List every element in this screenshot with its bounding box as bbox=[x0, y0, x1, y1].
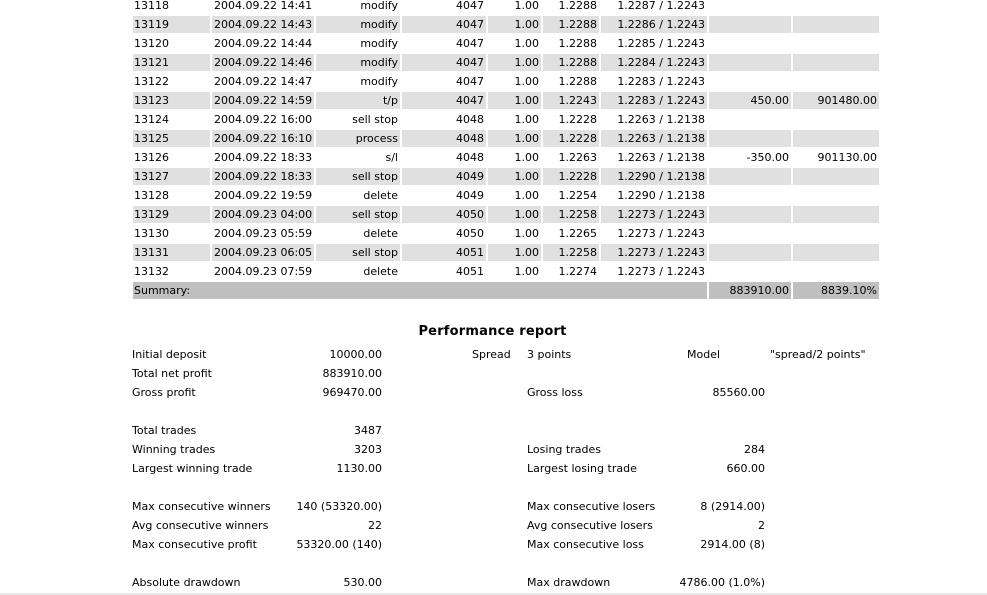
cell-id: 13120 bbox=[133, 35, 210, 54]
cell-id: 13126 bbox=[133, 149, 210, 168]
max-drawdown-label: Max drawdown bbox=[527, 576, 611, 589]
cell-balance bbox=[793, 225, 879, 244]
total-trades-value: 3487 bbox=[354, 424, 382, 437]
cell-id: 13132 bbox=[133, 263, 210, 282]
cell-profit bbox=[709, 187, 791, 206]
cell-profit: -350.00 bbox=[709, 149, 791, 168]
avg-consecutive-winners-label: Avg consecutive winners bbox=[132, 519, 269, 532]
losing-trades-label: Losing trades bbox=[527, 443, 601, 456]
max-consecutive-loss-value: 2914.00 (8) bbox=[700, 538, 765, 551]
absolute-drawdown-value: 530.00 bbox=[343, 576, 382, 589]
cell-id: 13130 bbox=[133, 225, 210, 244]
cell-lots: 1.00 bbox=[488, 149, 541, 168]
table-row bbox=[133, 206, 879, 225]
cell-lots: 1.00 bbox=[488, 263, 541, 282]
cell-price: 1.2258 bbox=[543, 244, 599, 263]
largest-losing-trade-value: 660.00 bbox=[726, 462, 765, 475]
table-row bbox=[133, 16, 879, 35]
report-title: Performance report bbox=[418, 324, 567, 339]
table-row bbox=[133, 244, 879, 263]
cell-lots: 1.00 bbox=[488, 73, 541, 92]
initial-deposit-value: 10000.00 bbox=[329, 348, 382, 361]
cell-time: 2004.09.23 07:59 bbox=[212, 263, 314, 282]
summary-label: Summary: bbox=[133, 282, 707, 301]
cell-lots: 1.00 bbox=[488, 92, 541, 111]
cell-balance bbox=[793, 130, 879, 149]
winning-trades-label: Winning trades bbox=[132, 443, 216, 456]
cell-balance bbox=[793, 16, 879, 35]
cell-order: 4047 bbox=[402, 73, 486, 92]
largest-losing-trade-label: Largest losing trade bbox=[527, 462, 637, 475]
table-row bbox=[133, 54, 879, 73]
cell-balance bbox=[793, 263, 879, 282]
summary-percent: 8839.10% bbox=[793, 282, 879, 301]
table-row bbox=[133, 263, 879, 282]
max-consecutive-losers-label: Max consecutive losers bbox=[527, 500, 656, 513]
cell-time: 2004.09.23 04:00 bbox=[212, 206, 314, 225]
cell-sltp: 1.2263 / 1.2138 bbox=[601, 111, 707, 130]
cell-order: 4051 bbox=[402, 263, 486, 282]
cell-profit bbox=[709, 16, 791, 35]
cell-id: 13124 bbox=[133, 111, 210, 130]
table-row bbox=[133, 73, 879, 92]
gross-profit-value: 969470.00 bbox=[322, 386, 382, 399]
cell-profit bbox=[709, 130, 791, 149]
table-row bbox=[133, 168, 879, 187]
largest-winning-trade-label: Largest winning trade bbox=[132, 462, 253, 475]
cell-type: modify bbox=[316, 16, 400, 35]
cell-lots: 1.00 bbox=[488, 206, 541, 225]
losing-trades-value: 284 bbox=[744, 443, 765, 456]
cell-lots: 1.00 bbox=[488, 35, 541, 54]
cell-balance bbox=[793, 244, 879, 263]
table-row bbox=[133, 111, 879, 130]
largest-winning-trade-value: 1130.00 bbox=[336, 462, 382, 475]
cell-price: 1.2288 bbox=[543, 16, 599, 35]
cell-type: modify bbox=[316, 35, 400, 54]
cell-order: 4049 bbox=[402, 168, 486, 187]
cell-type: modify bbox=[316, 73, 400, 92]
cell-time: 2004.09.22 19:59 bbox=[212, 187, 314, 206]
gross-profit-label: Gross profit bbox=[132, 386, 196, 399]
cell-lots: 1.00 bbox=[488, 187, 541, 206]
cell-type: sell stop bbox=[316, 111, 400, 130]
table-row bbox=[133, 92, 879, 111]
winning-trades-value: 3203 bbox=[354, 443, 382, 456]
cell-profit bbox=[709, 244, 791, 263]
cell-price: 1.2288 bbox=[543, 0, 599, 16]
cell-id: 13122 bbox=[133, 73, 210, 92]
max-consecutive-profit-value: 53320.00 (140) bbox=[296, 538, 382, 551]
max-consecutive-loss-label: Max consecutive loss bbox=[527, 538, 644, 551]
cell-lots: 1.00 bbox=[488, 244, 541, 263]
cell-balance: 901130.00 bbox=[793, 149, 879, 168]
trades-body bbox=[133, 0, 879, 282]
cell-id: 13125 bbox=[133, 130, 210, 149]
cell-type: delete bbox=[316, 225, 400, 244]
table-row bbox=[133, 187, 879, 206]
cell-time: 2004.09.22 14:59 bbox=[212, 92, 314, 111]
spread-value: 3 points bbox=[527, 348, 572, 361]
cell-order: 4050 bbox=[402, 225, 486, 244]
cell-sltp: 1.2290 / 1.2138 bbox=[601, 187, 707, 206]
cell-profit bbox=[709, 263, 791, 282]
cell-sltp: 1.2273 / 1.2243 bbox=[601, 263, 707, 282]
cell-profit bbox=[709, 54, 791, 73]
cell-time: 2004.09.23 05:59 bbox=[212, 225, 314, 244]
cell-time: 2004.09.22 14:46 bbox=[212, 54, 314, 73]
cell-price: 1.2263 bbox=[543, 149, 599, 168]
cell-time: 2004.09.23 06:05 bbox=[212, 244, 314, 263]
cell-balance bbox=[793, 168, 879, 187]
cell-lots: 1.00 bbox=[488, 130, 541, 149]
summary-row bbox=[133, 282, 879, 301]
cell-sltp: 1.2286 / 1.2243 bbox=[601, 16, 707, 35]
cell-type: process bbox=[316, 130, 400, 149]
total-net-profit-label: Total net profit bbox=[132, 367, 212, 380]
cell-price: 1.2258 bbox=[543, 206, 599, 225]
cell-order: 4048 bbox=[402, 149, 486, 168]
cell-lots: 1.00 bbox=[488, 111, 541, 130]
max-drawdown-value: 4786.00 (1.0%) bbox=[679, 576, 765, 589]
cell-lots: 1.00 bbox=[488, 0, 541, 16]
total-trades-label: Total trades bbox=[132, 424, 197, 437]
cell-id: 13127 bbox=[133, 168, 210, 187]
cell-time: 2004.09.22 14:41 bbox=[212, 0, 314, 16]
cell-type: modify bbox=[316, 54, 400, 73]
max-consecutive-winners-value: 140 (53320.00) bbox=[296, 500, 382, 513]
cell-id: 13121 bbox=[133, 54, 210, 73]
cell-balance bbox=[793, 187, 879, 206]
cell-sltp: 1.2263 / 1.2138 bbox=[601, 149, 707, 168]
avg-consecutive-losers-value: 2 bbox=[758, 519, 765, 532]
cell-sltp: 1.2273 / 1.2243 bbox=[601, 244, 707, 263]
cell-profit: 450.00 bbox=[709, 92, 791, 111]
cell-balance: 901480.00 bbox=[793, 92, 879, 111]
cell-type: sell stop bbox=[316, 168, 400, 187]
cell-id: 13118 bbox=[133, 0, 210, 16]
cell-balance bbox=[793, 0, 879, 16]
cell-id: 13131 bbox=[133, 244, 210, 263]
table-row bbox=[133, 225, 879, 244]
cell-profit bbox=[709, 35, 791, 54]
cell-type: delete bbox=[316, 263, 400, 282]
cell-price: 1.2254 bbox=[543, 187, 599, 206]
cell-id: 13119 bbox=[133, 16, 210, 35]
cell-order: 4047 bbox=[402, 35, 486, 54]
cell-order: 4047 bbox=[402, 0, 486, 16]
table-row bbox=[133, 149, 879, 168]
initial-deposit-label: Initial deposit bbox=[132, 348, 207, 361]
cell-price: 1.2288 bbox=[543, 54, 599, 73]
cell-sltp: 1.2285 / 1.2243 bbox=[601, 35, 707, 54]
cell-price: 1.2228 bbox=[543, 111, 599, 130]
cell-time: 2004.09.22 14:43 bbox=[212, 16, 314, 35]
gross-loss-label: Gross loss bbox=[527, 386, 583, 399]
cell-balance bbox=[793, 111, 879, 130]
cell-price: 1.2288 bbox=[543, 73, 599, 92]
cell-sltp: 1.2273 / 1.2243 bbox=[601, 206, 707, 225]
table-row bbox=[133, 35, 879, 54]
cell-profit bbox=[709, 168, 791, 187]
avg-consecutive-winners-value: 22 bbox=[368, 519, 382, 532]
spread-label: Spread bbox=[472, 348, 511, 361]
cell-type: delete bbox=[316, 187, 400, 206]
cell-type: modify bbox=[316, 0, 400, 16]
cell-sltp: 1.2273 / 1.2243 bbox=[601, 225, 707, 244]
cell-time: 2004.09.22 16:00 bbox=[212, 111, 314, 130]
trades-table bbox=[131, 0, 881, 301]
cell-balance bbox=[793, 73, 879, 92]
cell-profit bbox=[709, 206, 791, 225]
total-net-profit-value: 883910.00 bbox=[322, 367, 382, 380]
max-consecutive-winners-label: Max consecutive winners bbox=[132, 500, 271, 513]
cell-time: 2004.09.22 18:33 bbox=[212, 149, 314, 168]
cell-sltp: 1.2263 / 1.2138 bbox=[601, 130, 707, 149]
gross-loss-value: 85560.00 bbox=[712, 386, 765, 399]
cell-profit bbox=[709, 225, 791, 244]
cell-order: 4048 bbox=[402, 130, 486, 149]
cell-price: 1.2274 bbox=[543, 263, 599, 282]
cell-type: t/p bbox=[316, 92, 400, 111]
cell-order: 4049 bbox=[402, 187, 486, 206]
cell-type: sell stop bbox=[316, 244, 400, 263]
cell-lots: 1.00 bbox=[488, 225, 541, 244]
cell-price: 1.2228 bbox=[543, 168, 599, 187]
cell-sltp: 1.2283 / 1.2243 bbox=[601, 73, 707, 92]
summary-profit: 883910.00 bbox=[709, 282, 791, 301]
cell-sltp: 1.2284 / 1.2243 bbox=[601, 54, 707, 73]
cell-time: 2004.09.22 14:44 bbox=[212, 35, 314, 54]
cell-time: 2004.09.22 18:33 bbox=[212, 168, 314, 187]
cell-price: 1.2228 bbox=[543, 130, 599, 149]
cell-sltp: 1.2287 / 1.2243 bbox=[601, 0, 707, 16]
cell-price: 1.2265 bbox=[543, 225, 599, 244]
cell-order: 4050 bbox=[402, 206, 486, 225]
cell-order: 4047 bbox=[402, 54, 486, 73]
cell-sltp: 1.2283 / 1.2243 bbox=[601, 92, 707, 111]
cell-type: sell stop bbox=[316, 206, 400, 225]
table-row bbox=[133, 130, 879, 149]
model-label: Model bbox=[687, 348, 721, 361]
max-consecutive-losers-value: 8 (2914.00) bbox=[700, 500, 765, 513]
absolute-drawdown-label: Absolute drawdown bbox=[132, 576, 241, 589]
cell-lots: 1.00 bbox=[488, 16, 541, 35]
model-value: "spread/2 points" bbox=[770, 348, 866, 361]
cell-profit bbox=[709, 73, 791, 92]
cell-type: s/l bbox=[316, 149, 400, 168]
cell-id: 13123 bbox=[133, 92, 210, 111]
cell-lots: 1.00 bbox=[488, 54, 541, 73]
avg-consecutive-losers-label: Avg consecutive losers bbox=[527, 519, 653, 532]
cell-order: 4051 bbox=[402, 244, 486, 263]
cell-time: 2004.09.22 16:10 bbox=[212, 130, 314, 149]
cell-order: 4047 bbox=[402, 92, 486, 111]
cell-sltp: 1.2290 / 1.2138 bbox=[601, 168, 707, 187]
cell-order: 4047 bbox=[402, 16, 486, 35]
cell-id: 13128 bbox=[133, 187, 210, 206]
cell-lots: 1.00 bbox=[488, 168, 541, 187]
cell-price: 1.2243 bbox=[543, 92, 599, 111]
cell-price: 1.2288 bbox=[543, 35, 599, 54]
table-row bbox=[133, 0, 879, 16]
cell-time: 2004.09.22 14:47 bbox=[212, 73, 314, 92]
max-consecutive-profit-label: Max consecutive profit bbox=[132, 538, 257, 551]
cell-balance bbox=[793, 206, 879, 225]
cell-id: 13129 bbox=[133, 206, 210, 225]
cell-profit bbox=[709, 0, 791, 16]
cell-profit bbox=[709, 111, 791, 130]
cell-balance bbox=[793, 54, 879, 73]
cell-order: 4048 bbox=[402, 111, 486, 130]
cell-balance bbox=[793, 35, 879, 54]
